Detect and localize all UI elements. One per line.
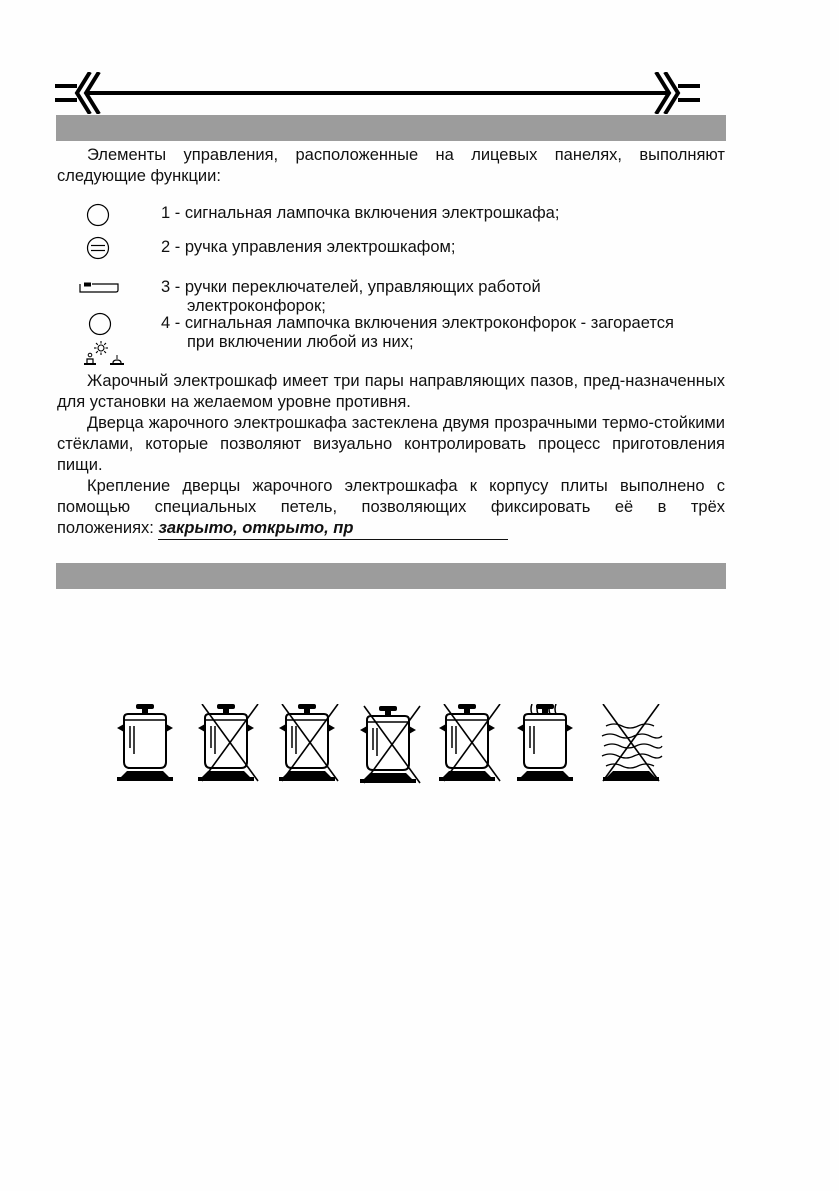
control-item-text-cont: электроконфорок; [187,297,326,315]
positions-prefix: положениях: [57,519,159,537]
circle-lamp-icon [88,312,112,336]
paragraph-text: Крепление дверцы жарочного электрошкафа к корпусу плиты выполнено с помощью специальных петель, позволяющих фиксировать её в трёх [57,477,725,516]
cookware-figures [112,704,687,784]
section-header-bar-2 [56,563,726,589]
paragraph-text: Жарочный электрошкаф имеет три пары направляющих пазов, пред-назначенных для установки на желаемом уровне противня. [57,372,725,411]
control-item-text-cont: при включении любой из них; [187,333,414,351]
correct-pot-icon [117,704,173,781]
paragraph-door-hinges [57,476,725,518]
control-item-text: 3 - ручки переключателей, управляющих работой [161,278,541,296]
small-pot-icon [360,706,420,783]
steaming-pot-icon [517,704,573,781]
control-item-4 [161,314,674,352]
section-header-bar [56,115,726,141]
door-positions-line [57,518,508,540]
circle-lamp-icon [86,203,110,227]
control-item-3 [161,278,541,316]
control-item-text: 1 - сигнальная лампочка включения электрошкафа; [161,204,560,222]
bulged-bottom-pot-icon [198,704,258,781]
control-item-text: 2 - ручка управления электрошкафом; [161,238,456,256]
paragraph-door-glass [57,413,725,476]
intro-text: Элементы управления, расположенные на лицевых панелях, выполняют следующие функции: [57,146,725,185]
control-item-text: 4 - сигнальная лампочка включения электроконфорок - загорается [161,314,674,332]
control-item-1 [161,204,559,223]
offset-pot-icon [439,704,500,781]
control-item-2 [161,238,455,257]
ornamental-divider [55,72,700,114]
oven-knob-icon [86,236,110,260]
hob-indicator-icon [84,340,124,368]
intro-paragraph [57,145,725,187]
empty-burner-icon [602,704,662,781]
warped-bottom-pot-icon [279,704,338,781]
paragraph-text: Дверца жарочного электрошкафа застеклена двумя прозрачными термо-стойкими стёклами, которые позволяют визуально контролировать процесс приготовления пищи. [57,414,725,474]
positions-emphasis: закрыто, открыто, пр [158,519,354,537]
paragraph-guides [57,371,725,413]
switch-knob-icon [78,279,120,295]
